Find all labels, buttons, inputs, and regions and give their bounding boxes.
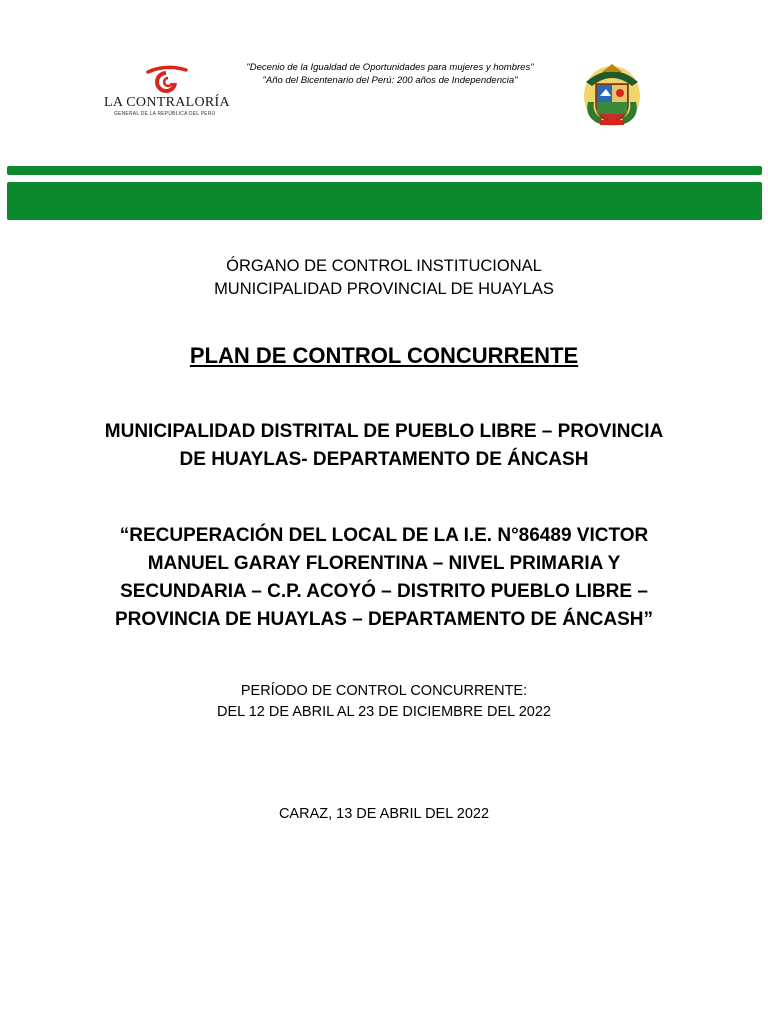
period-range: DEL 12 DE ABRIL AL 23 DE DICIEMBRE DEL 2022 (217, 704, 551, 720)
project-line-3: SECUNDARIA – C.P. ACOYÓ – DISTRITO PUEBLO LIBRE – (120, 581, 648, 602)
project-title (60, 522, 708, 634)
project-line-2: MANUEL GARAY FLORENTINA – NIVEL PRIMARIA Y (147, 553, 621, 574)
logo-name: LA CONTRALORÍA (104, 95, 230, 110)
header-divider-thick (7, 182, 762, 220)
plan-title: PLAN DE CONTROL CONCURRENTE (189, 343, 579, 368)
municipality-heading (60, 418, 708, 474)
organization-heading (60, 255, 708, 301)
motto-line-1: "Decenio de la Igualdad de Oportunidades para mujeres y hombres" (246, 62, 534, 73)
control-period (60, 681, 708, 723)
place-date: CARAZ, 13 DE ABRIL DEL 2022 (278, 806, 490, 822)
project-line-4: PROVINCIA DE HUAYLAS – DEPARTAMENTO DE ÁNCASH” (114, 609, 654, 630)
header-divider-thin (7, 166, 762, 175)
muni-line-1: MUNICIPALIDAD DISTRITAL DE PUEBLO LIBRE – PROVINCIA (104, 421, 664, 442)
motto-line-2: "Año del Bicentenario del Perú: 200 años de Independencia" (262, 75, 518, 86)
org-line-1: ÓRGANO DE CONTROL INSTITUCIONAL (226, 257, 542, 275)
muni-line-2: DE HUAYLAS- DEPARTAMENTO DE ÁNCASH (179, 449, 589, 470)
header-mottos (200, 61, 580, 87)
municipal-coat-of-arms-icon (580, 62, 644, 128)
logo-subtitle: GENERAL DE LA REPÚBLICA DEL PERÚ (114, 111, 216, 117)
org-line-2: MUNICIPALIDAD PROVINCIAL DE HUAYLAS (214, 280, 554, 298)
period-label: PERÍODO DE CONTROL CONCURRENTE: (240, 683, 528, 699)
project-line-1: “RECUPERACIÓN DEL LOCAL DE LA I.E. N°86489 VICTOR (119, 525, 649, 546)
contraloria-swoosh-icon (144, 64, 190, 94)
document-title (60, 343, 708, 369)
